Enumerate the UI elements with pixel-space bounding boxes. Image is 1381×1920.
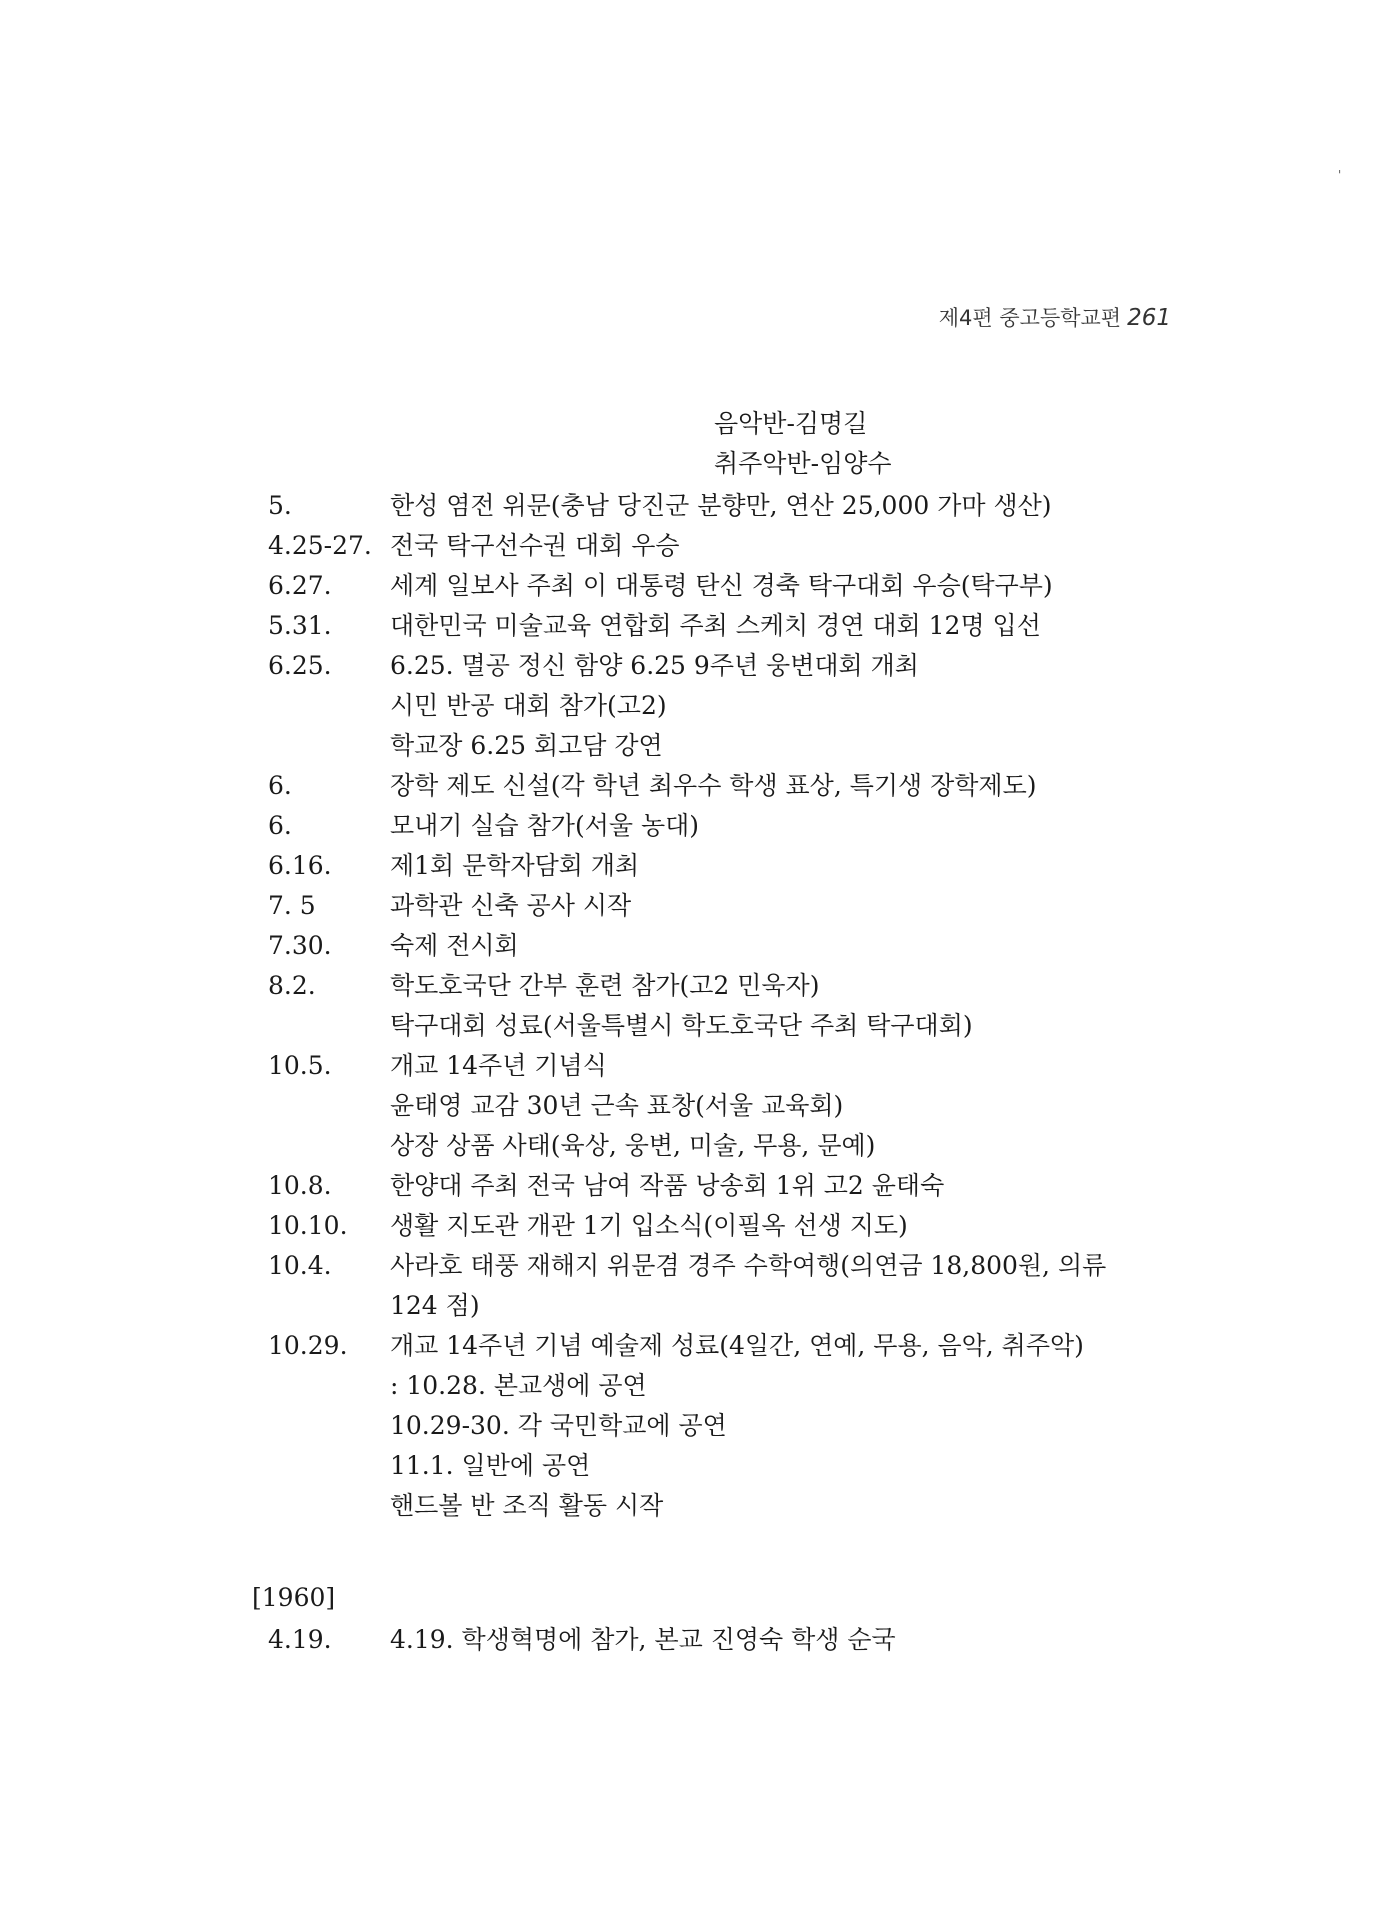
entry-date: 7. 5 xyxy=(268,891,316,920)
entry-row xyxy=(268,806,1188,846)
entry-text xyxy=(390,526,1188,566)
entry-text xyxy=(390,966,1188,1046)
entry-line: 장학 제도 신설(각 학년 최우수 학생 표상, 특기생 장학제도) xyxy=(390,771,1037,800)
entry-row xyxy=(268,1206,1188,1246)
entry-line: 학교장 6.25 회고담 강연 xyxy=(390,731,663,760)
entry-text xyxy=(390,606,1188,646)
entry-row xyxy=(268,846,1188,886)
entry-row xyxy=(268,1326,1188,1526)
entry-line: 생활 지도관 개관 1기 입소식(이필옥 선생 지도) xyxy=(390,1211,908,1240)
entry-date: 6.16. xyxy=(268,851,332,880)
entry-row xyxy=(268,1166,1188,1206)
entry-row xyxy=(268,646,1188,766)
entry-line: 6.25. 멸공 정신 함양 6.25 9주년 웅변대회 개최 xyxy=(390,651,919,680)
entry-line: 모내기 실습 참가(서울 농대) xyxy=(390,811,699,840)
stray-mark: ' xyxy=(1338,168,1342,182)
entry-line: 학도호국단 간부 훈련 참가(고2 민욱자) xyxy=(390,971,820,1000)
entry-text xyxy=(390,926,1188,966)
entry-text xyxy=(390,806,1188,846)
entry-row xyxy=(268,966,1188,1046)
entry-text xyxy=(390,1620,1188,1660)
entry-line: 상장 상품 사태(육상, 웅변, 미술, 무용, 문예) xyxy=(390,1131,876,1160)
entry-line: 탁구대회 성료(서울특별시 학도호국단 주최 탁구대회) xyxy=(390,1011,973,1040)
entry-row xyxy=(268,486,1188,526)
entry-text xyxy=(390,1046,1188,1166)
entry-date: 4.19. xyxy=(268,1625,332,1654)
entry-text xyxy=(390,486,1188,526)
year-heading: [1960] xyxy=(252,1583,336,1612)
entry-line: 124 점) xyxy=(390,1291,480,1320)
entry-date: 5.31. xyxy=(268,611,332,640)
entry-text xyxy=(390,1326,1188,1526)
entry-row xyxy=(268,1046,1188,1166)
entry-date: 10.10. xyxy=(268,1211,348,1240)
entry-line: 한성 염전 위문(충남 당진군 분향만, 연산 25,000 가마 생산) xyxy=(390,491,1052,520)
intro-lines xyxy=(714,404,892,484)
entry-text xyxy=(390,886,1188,926)
entry-text xyxy=(390,846,1188,886)
entry-date: 7.30. xyxy=(268,931,332,960)
entry-date: 10.4. xyxy=(268,1251,332,1280)
entry-row xyxy=(268,886,1188,926)
entry-date: 6. xyxy=(268,811,292,840)
intro-line: 음악반-김명길 xyxy=(714,409,868,438)
entry-row xyxy=(268,766,1188,806)
page-number: 261 xyxy=(1127,305,1171,331)
entry-row xyxy=(268,1246,1188,1326)
entry-line: 숙제 전시회 xyxy=(390,931,519,960)
entry-text xyxy=(390,766,1188,806)
entry-row xyxy=(268,1620,1188,1660)
entry-line: 시민 반공 대회 참가(고2) xyxy=(390,691,667,720)
entry-line: 10.29-30. 각 국민학교에 공연 xyxy=(390,1411,727,1440)
entry-line: 과학관 신축 공사 시작 xyxy=(390,891,632,920)
entry-date: 8.2. xyxy=(268,971,316,1000)
entry-line: 11.1. 일반에 공연 xyxy=(390,1451,591,1480)
entry-date: 10.8. xyxy=(268,1171,332,1200)
chronology-1959 xyxy=(268,486,1188,1526)
entry-line: 제1회 문학자담회 개최 xyxy=(390,851,640,880)
entry-row xyxy=(268,566,1188,606)
entry-date: 10.29. xyxy=(268,1331,348,1360)
entry-line: 한양대 주최 전국 남여 작품 낭송회 1위 고2 윤태숙 xyxy=(390,1171,945,1200)
intro-line: 취주악반-임양수 xyxy=(714,449,892,478)
running-head-section: 제4편 중고등학교편 xyxy=(938,306,1122,330)
entry-text xyxy=(390,1206,1188,1246)
entry-row xyxy=(268,606,1188,646)
entry-line: 세계 일보사 주최 이 대통령 탄신 경축 탁구대회 우승(탁구부) xyxy=(390,571,1053,600)
entry-row xyxy=(268,926,1188,966)
entry-date: 6.27. xyxy=(268,571,332,600)
chronology-1960 xyxy=(268,1620,1188,1660)
entry-line: 사라호 태풍 재해지 위문겸 경주 수학여행(의연금 18,800원, 의류 xyxy=(390,1251,1107,1280)
entry-date: 6.25. xyxy=(268,651,332,680)
entry-line: 핸드볼 반 조직 활동 시작 xyxy=(390,1491,664,1520)
entry-date: 5. xyxy=(268,491,292,520)
entry-text xyxy=(390,646,1188,766)
entry-line: 윤태영 교감 30년 근속 표창(서울 교육회) xyxy=(390,1091,844,1120)
entry-date: 4.25-27. xyxy=(268,531,372,560)
entry-row xyxy=(268,526,1188,566)
entry-text xyxy=(390,566,1188,606)
entry-line: 개교 14주년 기념 예술제 성료(4일간, 연예, 무용, 음악, 취주악) xyxy=(390,1331,1084,1360)
entry-line: 대한민국 미술교육 연합회 주최 스케치 경연 대회 12명 입선 xyxy=(390,611,1041,640)
entry-line: 개교 14주년 기념식 xyxy=(390,1051,607,1080)
entry-text xyxy=(390,1246,1188,1326)
running-head xyxy=(939,302,1171,332)
entry-text xyxy=(390,1166,1188,1206)
entry-line: 전국 탁구선수권 대회 우승 xyxy=(390,531,680,560)
entry-date: 6. xyxy=(268,771,292,800)
entry-line: : 10.28. 본교생에 공연 xyxy=(390,1371,647,1400)
entry-line: 4.19. 학생혁명에 참가, 본교 진영숙 학생 순국 xyxy=(390,1625,896,1654)
entry-date: 10.5. xyxy=(268,1051,332,1080)
